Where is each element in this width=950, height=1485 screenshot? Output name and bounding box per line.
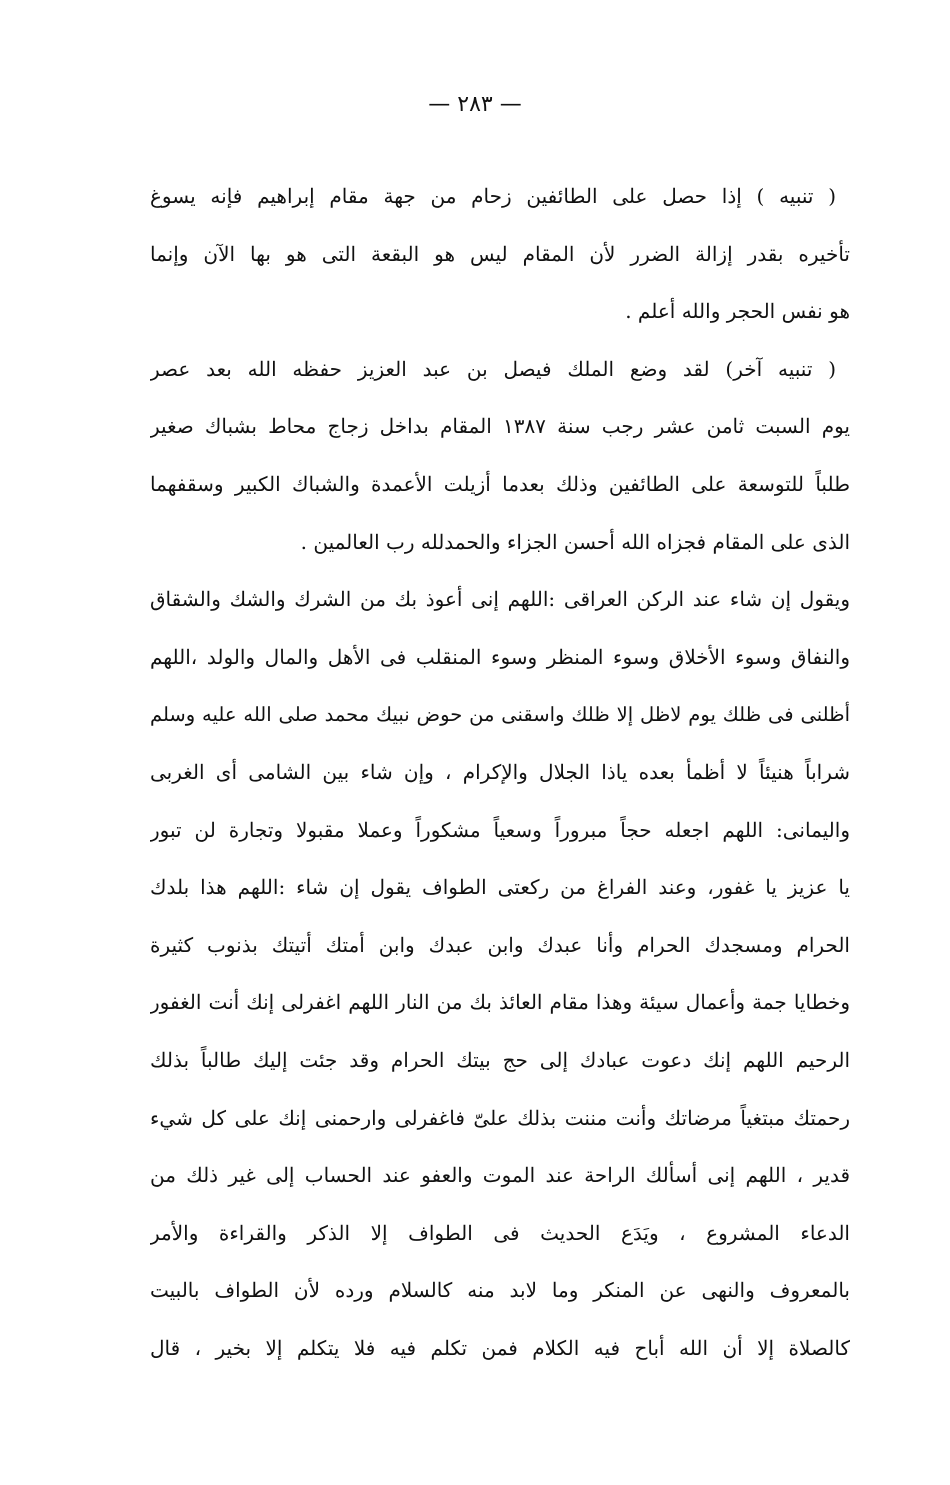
- text-line: ( تنبيه ) إذا حصل على الطائفين زحام من جهة مقام إبراهيم فإنه يسوغ: [150, 184, 837, 208]
- text-line: تأخيره بقدر إزالة الضرر لأن المقام ليس هو البقعة التى هو بها الآن وإنما: [150, 241, 850, 266]
- text-line: يوم السبت ثامن عشر رجب سنة ١٣٨٧ المقام بداخل زجاج محاط بشباك صغير: [150, 414, 850, 439]
- text-line: طلباً للتوسعة على الطائفين وذلك بعدما أزيلت الأعمدة والشباك الكبير وسقفهما: [150, 471, 850, 496]
- text-line: قدير ، اللهم إنى أسألك الراحة عند الموت والعفو عند الحساب إلى غير ذلك من: [150, 1163, 850, 1188]
- text-line: واليمانى: اللهم اجعله حجاً مبروراً وسعياً مشكوراً وعملا مقبولا وتجارة لن تبور: [150, 817, 850, 842]
- text-line: ويقول إن شاء عند الركن العراقى :اللهم إنى أعوذ بك من الشرك والشك والشقاق: [150, 587, 850, 612]
- text-line: بالمعروف والنهى عن المنكر وما لابد منه كالسلام ورده لأن الطواف بالبيت: [150, 1278, 850, 1303]
- text-line: هو نفس الحجر والله أعلم .: [625, 299, 850, 324]
- body-text: [150, 168, 850, 1377]
- text-line: أظلنى فى ظلك يوم لاظل إلا ظلك واسقنى من حوض نبيك محمد صلى الله عليه وسلم: [150, 703, 850, 727]
- page-number: — ٢٨٣ —: [428, 92, 522, 117]
- text-line: رحمتك مبتغياً مرضاتك وأنت مننت بذلك علىّ فاغفرلى وارحمنى إنك على كل شيء: [150, 1105, 850, 1130]
- text-line: الحرام ومسجدك الحرام وأنا عبدك وابن عبدك وابن أمتك أتيتك بذنوب كثيرة: [150, 932, 850, 957]
- text-line: يا عزيز يا غفور، وعند الفراغ من ركعتى الطواف يقول إن شاء :اللهم هذا بلدك: [150, 875, 850, 900]
- text-line: وخطايا جمة وأعمال سيئة وهذا مقام العائذ بك من النار اللهم اغفرلى إنك أنت الغفور: [150, 990, 850, 1015]
- text-line: الذى على المقام فجزاه الله أحسن الجزاء والحمدلله رب العالمين .: [300, 529, 850, 554]
- text-line: الدعاء المشروع ، ويَدَع الحديث فى الطواف إلا الذكر والقراءة والأمر: [150, 1220, 850, 1245]
- text-line: شراباً هنيئاً لا أظمأ بعده ياذا الجلال والإكرام ، وإن شاء بين الشامى أى الغربى: [150, 759, 850, 784]
- text-line: كالصلاة إلا أن الله أباح فيه الكلام فمن تكلم فيه فلا يتكلم إلا بخير ، قال: [150, 1335, 850, 1360]
- text-line: ( تنبيه آخر) لقد وضع الملك فيصل بن عبد العزيز حفظه الله بعد عصر: [150, 356, 836, 381]
- text-line: والنفاق وسوء الأخلاق وسوء المنظر وسوء المنقلب فى الأهل والمال والولد ،اللهم: [150, 644, 850, 669]
- text-line: الرحيم اللهم إنك دعوت عبادك إلى حج بيتك الحرام وقد جئت إليك طالباً بذلك: [150, 1047, 850, 1072]
